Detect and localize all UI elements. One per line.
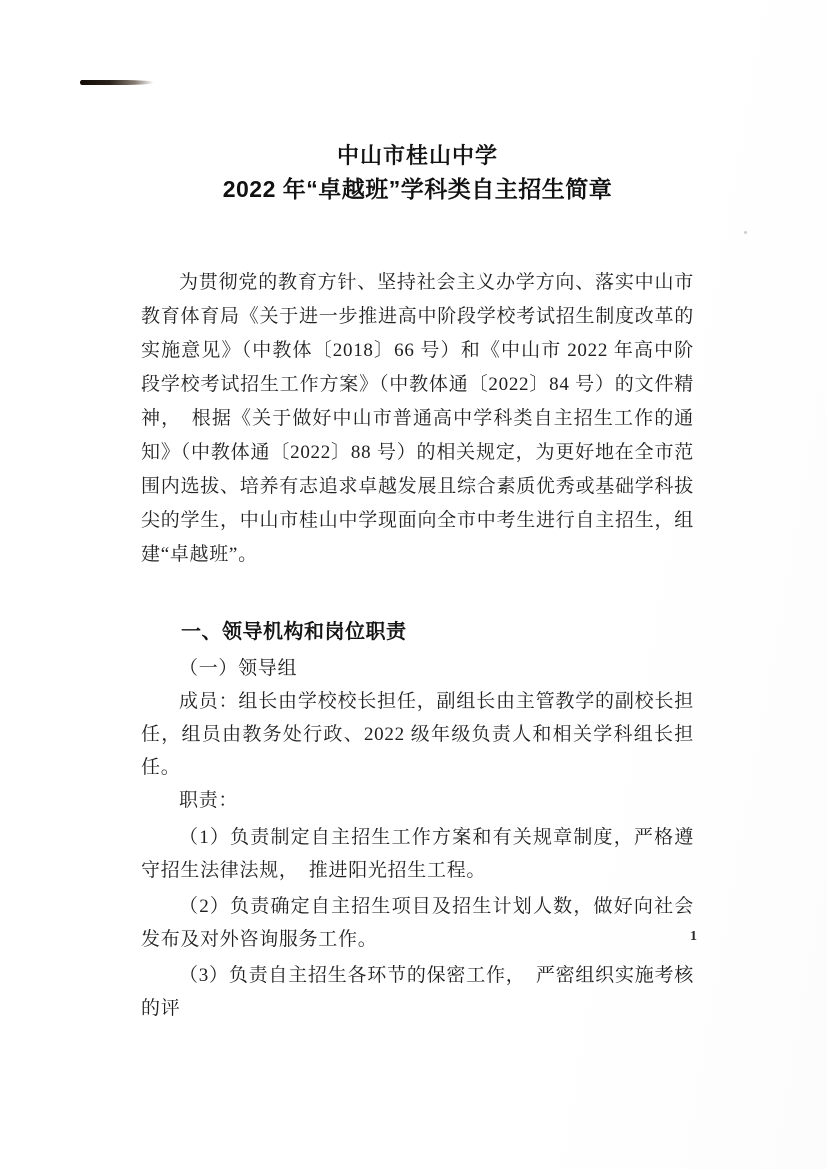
section-1-subheading-leader-group: （一）领导组 (179, 658, 298, 679)
section-1-heading: 一、领导机构和岗位职责 (181, 621, 407, 643)
document-content (141, 142, 694, 1025)
duty-item-1: （1）负责制定自主招生工作方案和有关规章制度，严格遵守招生法律法规， 推进阳光招生工程。 (141, 827, 694, 881)
duty-item-2: （2）负责确定自主招生项目及招生计划人数，做好向社会发布及对外咨询服务工作。 (141, 896, 694, 950)
page-number: 1 (690, 929, 697, 944)
duties-label: 职责： (179, 790, 239, 811)
scan-mark-dash (80, 80, 154, 85)
school-name-title: 中山市桂山中学 (336, 143, 498, 168)
document-title: 2022 年“卓越班”学科类自主招生简章 (222, 176, 613, 202)
intro-paragraph: 为贯彻党的教育方针、坚持社会主义办学方向、落实中山市教育体育局《关于进一步推进高中阶段学校考试招生制度改革的实施意见》（中教体〔2018〕66 号）和《中山市 2022 年高中阶段学校考试招生工作方案》（中教体通〔2022〕84 号）的文件精神， 根据《关于做好中山市普通高中学科类自主招生工作的通知》（中教体通〔2022〕88 号）的相关规定，为更好地在全市范围内选拔、培养有志追求卓越发展且综合素质优秀或基础学科拔尖的学生，中山市桂山中学现面向全市中考生进行自主招生，组建“卓越班”。 (141, 272, 694, 565)
leader-group-members-paragraph: 成员：组长由学校校长担任，副组长由主管教学的副校长担任，组员由教务处行政、2022 级年级负责人和相关学科组长担任。 (141, 691, 694, 778)
scan-mark-dot (744, 231, 747, 234)
duty-item-3: （3）负责自主招生各环节的保密工作， 严密组织实施考核的评 (141, 965, 694, 1019)
